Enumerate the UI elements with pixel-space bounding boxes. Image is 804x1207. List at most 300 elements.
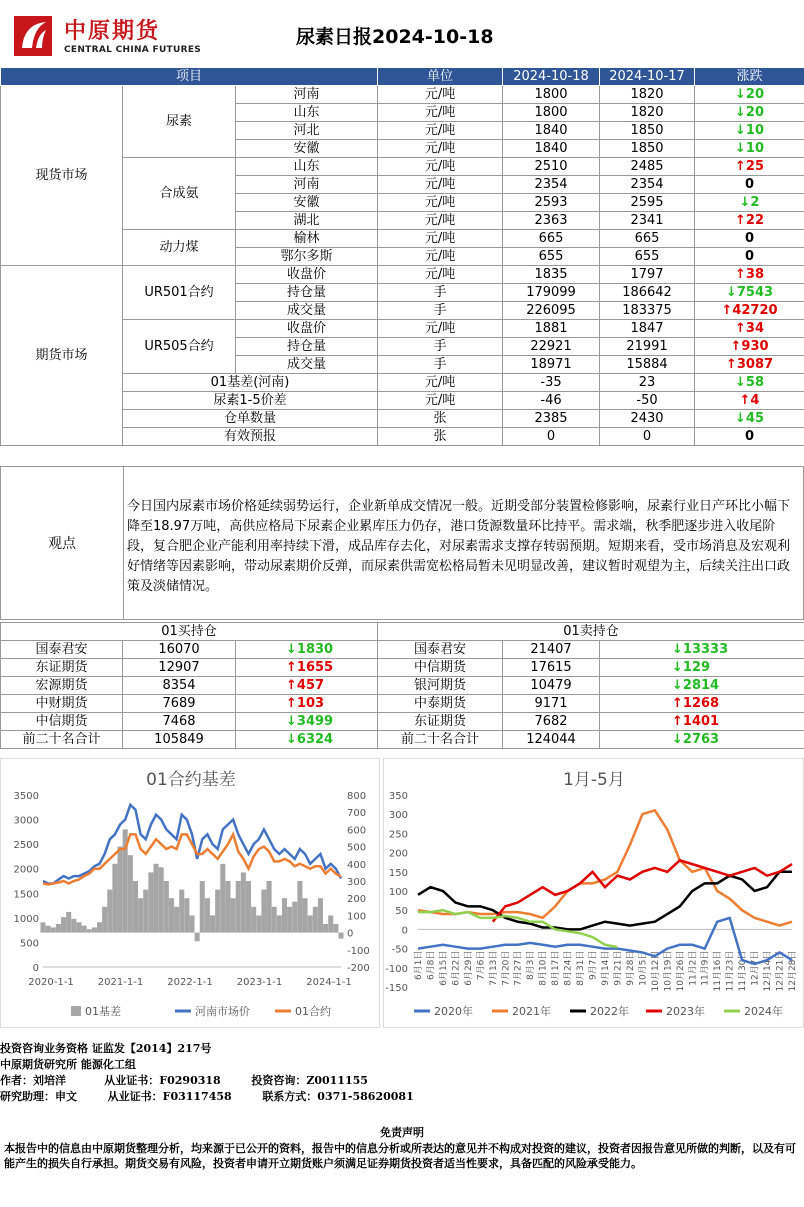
x-tick: 6月15日: [438, 950, 449, 986]
sell-member: 中泰期货: [378, 695, 503, 713]
sell-member: 东证期货: [378, 713, 503, 731]
unit-cell: 手: [378, 356, 503, 374]
series-line-4: [418, 910, 617, 947]
header-cell: 单位: [378, 68, 503, 86]
y-tick: -150: [385, 983, 408, 994]
change-cell: ↓20: [695, 104, 804, 122]
y-tick-left: 500: [19, 938, 39, 950]
sell-value: 7682: [503, 713, 600, 731]
report-title: 尿素日报2024-10-18: [296, 26, 494, 48]
value-today: 226095: [503, 302, 600, 320]
change-cell: ↓58: [695, 374, 804, 392]
basis-bar: [267, 881, 272, 933]
row-name: 成交量: [236, 302, 378, 320]
x-tick: 2022-1-1: [167, 977, 213, 988]
x-tick: 6月8日: [426, 950, 437, 981]
x-tick: 12月7日: [750, 950, 761, 986]
sell-title: 01卖持仓: [378, 623, 804, 641]
buy-title: 01买持仓: [1, 623, 378, 641]
y-tick-right: -100: [347, 945, 370, 957]
change-cell: 0: [695, 428, 804, 446]
y-tick: 100: [388, 887, 408, 898]
x-tick: 12月21日: [775, 950, 786, 992]
change-cell: 0: [695, 230, 804, 248]
series-line-1: [418, 810, 792, 925]
value-prev: 655: [600, 248, 695, 266]
footer-dept: 中原期货研究所 能源化工组: [0, 1058, 136, 1071]
x-tick: 2024-1-1: [306, 977, 352, 988]
y-tick: 50: [395, 906, 408, 918]
value-today: 2510: [503, 158, 600, 176]
row-name: 鄂尔多斯: [236, 248, 378, 266]
y-tick-left: 3500: [13, 791, 39, 802]
change-cell: ↑930: [695, 338, 804, 356]
x-tick: 2023-1-1: [236, 977, 283, 988]
sell-change: ↓129: [600, 659, 804, 677]
basis-bar: [323, 924, 328, 933]
sell-change: ↓2814: [600, 677, 804, 695]
basis-bar: [46, 926, 51, 933]
basis-bar: [205, 898, 210, 932]
value-today: 1835: [503, 266, 600, 284]
footer-assistant: 研究助理：申文 从业证书：F03117458 联系方式：0371-58620081: [0, 1090, 414, 1103]
buy-value: 7468: [123, 713, 236, 731]
y-tick-left: 1500: [13, 889, 39, 901]
basis-bar: [133, 881, 138, 933]
sell-member: 银河期货: [378, 677, 503, 695]
row-name: 持仓量: [236, 284, 378, 302]
y-tick-left: 2500: [13, 840, 39, 852]
row-name: 成交量: [236, 356, 378, 374]
legend-label: 2023年: [666, 1005, 705, 1018]
y-tick: 0: [401, 925, 408, 937]
basis-bar: [297, 881, 302, 933]
legend-label: 2020年: [434, 1005, 473, 1018]
y-tick: -100: [385, 963, 408, 975]
value-prev: 2485: [600, 158, 695, 176]
y-tick-right: 400: [347, 859, 367, 871]
value-prev: 2354: [600, 176, 695, 194]
sell-value: 10479: [503, 677, 600, 695]
disclaimer-title: 免责声明: [380, 1126, 424, 1139]
basis-bar: [231, 898, 236, 932]
disclaimer-text: 本报告中的信息由中原期货整理分析，均来源于已公开的资料，报告中的信息分析或所表达的意见并不构成对投资的建议，投资者因报告意见所做的判断，以及有可能产生的损失自行承担。期货交易有风险，投资者申请开立期货账户须满足证券期货投资者适当性要求，具备匹配的风险承受能力。: [4, 1142, 796, 1170]
basis-bar: [195, 933, 200, 942]
y-tick-right: 700: [347, 808, 367, 820]
change-cell: ↓7543: [695, 284, 804, 302]
x-tick: 9月28日: [625, 950, 636, 986]
positions-row: [1, 695, 804, 713]
unit-cell: 元/吨: [378, 230, 503, 248]
unit-cell: 张: [378, 428, 503, 446]
header-cell: 2024-10-17: [600, 68, 695, 86]
table-header-row: [1, 68, 804, 86]
value-prev: 2595: [600, 194, 695, 212]
basis-bar: [328, 915, 333, 932]
legend-swatch: [71, 1006, 81, 1016]
basis-bar: [318, 898, 323, 932]
positions-row: [1, 731, 804, 749]
unit-cell: 张: [378, 410, 503, 428]
basis-bar: [215, 890, 220, 933]
x-tick: 12月14日: [763, 950, 774, 992]
value-prev: 1820: [600, 104, 695, 122]
value-prev: 183375: [600, 302, 695, 320]
basis-bar: [220, 864, 225, 933]
basis-bar: [51, 927, 56, 932]
y-tick-right: 300: [347, 877, 367, 888]
buy-change: ↓3499: [236, 713, 378, 731]
basis-chart-svg: [1, 759, 379, 1027]
value-today: 22921: [503, 338, 600, 356]
buy-member: 国泰君安: [1, 641, 123, 659]
basis-chart: [0, 758, 380, 1028]
x-tick: 11月2日: [688, 950, 699, 986]
row-name: 收盘价: [236, 266, 378, 284]
unit-cell: 手: [378, 338, 503, 356]
group-label: 合成氨: [123, 158, 236, 230]
value-prev: 1820: [600, 86, 695, 104]
row-name: 河南: [236, 86, 378, 104]
unit-cell: 手: [378, 284, 503, 302]
price-table: [0, 67, 804, 446]
x-tick: 9月7日: [588, 950, 599, 981]
value-today: 1840: [503, 140, 600, 158]
y-tick-right: 600: [347, 825, 367, 837]
row-name: 山东: [236, 158, 378, 176]
value-today: 1881: [503, 320, 600, 338]
value-today: 665: [503, 230, 600, 248]
x-tick: 2020-1-1: [28, 977, 74, 988]
buy-member: 前二十名合计: [1, 731, 123, 749]
value-prev: 665: [600, 230, 695, 248]
buy-member: 中财期货: [1, 695, 123, 713]
row-name: 湖北: [236, 212, 378, 230]
row-name: 有效预报: [123, 428, 378, 446]
basis-bar: [246, 881, 251, 933]
change-cell: ↓45: [695, 410, 804, 428]
buy-change: ↑103: [236, 695, 378, 713]
value-prev: 1850: [600, 140, 695, 158]
buy-change: ↑457: [236, 677, 378, 695]
y-tick: 300: [388, 810, 408, 822]
x-tick: 6月22日: [451, 950, 462, 986]
value-today: -35: [503, 374, 600, 392]
group-label: UR505合约: [123, 320, 236, 374]
value-prev: 186642: [600, 284, 695, 302]
chart-title: 01合约基差: [146, 770, 236, 790]
positions-row: [1, 659, 804, 677]
x-tick: 8月3日: [526, 950, 537, 981]
positions-table: [0, 622, 804, 749]
basis-bar: [174, 907, 179, 933]
basis-bar: [66, 912, 71, 933]
basis-bar: [56, 924, 61, 933]
table-row: [1, 86, 804, 104]
legend-label: 2024年: [744, 1005, 783, 1018]
row-name: 仓单数量: [123, 410, 378, 428]
change-cell: ↑38: [695, 266, 804, 284]
value-today: 1840: [503, 122, 600, 140]
change-cell: ↓2: [695, 194, 804, 212]
change-cell: ↑42720: [695, 302, 804, 320]
unit-cell: 元/吨: [378, 212, 503, 230]
header-cell: 项目: [1, 68, 378, 86]
x-tick: 8月31日: [576, 950, 587, 986]
x-tick: 11月9日: [700, 950, 711, 986]
row-name: 01基差(河南): [123, 374, 378, 392]
series-line-2: [43, 834, 341, 884]
basis-bar: [282, 898, 287, 932]
change-cell: ↑3087: [695, 356, 804, 374]
change-cell: ↑25: [695, 158, 804, 176]
row-name: 河南: [236, 176, 378, 194]
basis-bar: [102, 907, 107, 933]
basis-bar: [128, 855, 133, 932]
row-name: 榆林: [236, 230, 378, 248]
basis-bar: [200, 881, 205, 933]
sell-value: 124044: [503, 731, 600, 749]
value-today: 2363: [503, 212, 600, 230]
unit-cell: 元/吨: [378, 86, 503, 104]
x-tick: 7月13日: [488, 950, 499, 986]
basis-bar: [143, 890, 148, 933]
value-today: 1800: [503, 86, 600, 104]
basis-bar: [292, 902, 297, 933]
legend-label: 河南市场价: [195, 1005, 250, 1018]
footer-qualification: 投资咨询业务资格 证监发【2014】217号: [0, 1042, 212, 1055]
value-prev: 2430: [600, 410, 695, 428]
basis-bar: [138, 898, 143, 932]
change-cell: ↓20: [695, 86, 804, 104]
group-label: UR501合约: [123, 266, 236, 320]
basis-bar: [92, 927, 97, 932]
footer-author: 作者：刘培洋 从业证书：F0290318 投资咨询：Z0011155: [0, 1074, 368, 1087]
x-tick: 10月26日: [675, 950, 686, 992]
y-tick-right: -200: [347, 963, 370, 974]
basis-bar: [333, 924, 338, 933]
row-name: 河北: [236, 122, 378, 140]
value-today: 655: [503, 248, 600, 266]
value-today: 0: [503, 428, 600, 446]
view-section: [0, 466, 804, 620]
sell-member: 国泰君安: [378, 641, 503, 659]
x-tick: 9月14日: [601, 950, 611, 986]
value-prev: 1797: [600, 266, 695, 284]
y-tick-right: 0: [347, 928, 354, 940]
header-cell: 涨跌: [695, 68, 804, 86]
basis-bar: [82, 926, 87, 933]
buy-value: 7689: [123, 695, 236, 713]
sell-change: ↓2763: [600, 731, 804, 749]
x-tick: 10月19日: [663, 950, 674, 992]
row-name: 收盘价: [236, 320, 378, 338]
unit-cell: 元/吨: [378, 320, 503, 338]
y-tick-right: 200: [347, 894, 367, 906]
value-prev: -50: [600, 392, 695, 410]
row-name: 安徽: [236, 194, 378, 212]
basis-bar: [189, 915, 194, 932]
legend-label: 2022年: [590, 1005, 629, 1018]
spread-chart: [383, 758, 804, 1028]
unit-cell: 元/吨: [378, 140, 503, 158]
value-prev: 2341: [600, 212, 695, 230]
x-tick: 7月27日: [513, 950, 524, 986]
row-name: 山东: [236, 104, 378, 122]
value-prev: 0: [600, 428, 695, 446]
basis-bar: [241, 872, 246, 932]
basis-bar: [61, 917, 66, 932]
basis-bar: [287, 907, 292, 933]
positions-row: [1, 641, 804, 659]
buy-member: 东证期货: [1, 659, 123, 677]
x-tick: 11月23日: [725, 950, 736, 992]
y-tick: 350: [388, 791, 408, 802]
unit-cell: 手: [378, 302, 503, 320]
unit-cell: 元/吨: [378, 194, 503, 212]
x-tick: 8月24日: [563, 950, 574, 986]
group-label: 动力煤: [123, 230, 236, 266]
buy-change: ↑1655: [236, 659, 378, 677]
x-tick: 6月1日: [414, 950, 424, 981]
change-cell: ↑34: [695, 320, 804, 338]
y-tick-left: 1000: [13, 913, 39, 925]
buy-change: ↓1830: [236, 641, 378, 659]
basis-bar: [236, 881, 241, 933]
basis-bar: [87, 929, 92, 932]
section-label: 现货市场: [1, 86, 123, 266]
row-name: 安徽: [236, 140, 378, 158]
unit-cell: 元/吨: [378, 176, 503, 194]
sell-member: 中信期货: [378, 659, 503, 677]
unit-cell: 元/吨: [378, 374, 503, 392]
sell-value: 9171: [503, 695, 600, 713]
basis-bar: [159, 867, 164, 932]
view-text: 今日国内尿素市场价格延续弱势运行，企业新单成交情况一般。近期受部分装置检修影响，尿素行业日产环比小幅下降至18.97万吨，高供应格局下尿素企业累库压力仍存，港口货源数量环比持平。需求端，秋季肥逐步进入收尾阶段，复合肥企业产能利用率持续下滑，成品库存去化，对尿素需求支撑存转弱预期。短期来看，受市场消息及宏观利好情绪等因素影响，带动尿素期价反弹，而尿素供需宽松格局暂未见明显改善，建议暂时观望为主，后续关注出口政策及淡储情况。: [127, 499, 791, 594]
value-today: 1800: [503, 104, 600, 122]
y-tick-right: 500: [347, 842, 367, 854]
company-logo-icon: [14, 16, 52, 56]
buy-member: 宏源期货: [1, 677, 123, 695]
basis-bar: [277, 915, 282, 932]
report-header: [0, 0, 804, 67]
value-prev: 23: [600, 374, 695, 392]
value-prev: 21991: [600, 338, 695, 356]
value-today: 18971: [503, 356, 600, 374]
unit-cell: 元/吨: [378, 266, 503, 284]
basis-bar: [261, 890, 266, 933]
sell-value: 17615: [503, 659, 600, 677]
x-tick: 7月6日: [476, 950, 487, 981]
y-tick-left: 3000: [13, 815, 39, 827]
logo-text: 中原期货: [64, 19, 161, 44]
basis-bar: [118, 847, 123, 933]
buy-member: 中信期货: [1, 713, 123, 731]
buy-value: 105849: [123, 731, 236, 749]
change-cell: ↓10: [695, 122, 804, 140]
logo-english: CENTRAL CHINA FUTURES: [64, 45, 202, 55]
sell-change: ↑1268: [600, 695, 804, 713]
legend-label: 01基差: [85, 1005, 121, 1018]
y-tick: 150: [388, 867, 408, 879]
group-label: 尿素: [123, 86, 236, 158]
buy-value: 8354: [123, 677, 236, 695]
x-tick: 6月29日: [463, 950, 474, 986]
value-today: -46: [503, 392, 600, 410]
basis-bar: [154, 864, 159, 933]
x-tick: 8月10日: [538, 950, 549, 986]
y-tick-left: 0: [32, 963, 39, 974]
change-cell: ↑22: [695, 212, 804, 230]
value-today: 179099: [503, 284, 600, 302]
basis-bar: [164, 881, 169, 933]
value-prev: 15884: [600, 356, 695, 374]
positions-row: [1, 677, 804, 695]
x-tick: 10月12日: [650, 950, 661, 992]
basis-bar: [256, 915, 261, 932]
basis-bar: [308, 915, 313, 932]
row-name: 尿素1-5价差: [123, 392, 378, 410]
x-tick: 8月17日: [551, 950, 562, 986]
x-tick: 10月5日: [638, 950, 649, 986]
legend-label: 2021年: [512, 1005, 551, 1018]
basis-bar: [251, 907, 256, 933]
sell-change: ↓13333: [600, 641, 804, 659]
basis-bar: [148, 872, 153, 932]
x-tick: 7月20日: [501, 950, 512, 986]
unit-cell: 元/吨: [378, 104, 503, 122]
basis-bar: [40, 922, 45, 932]
spread-chart-svg: [384, 759, 803, 1027]
buy-change: ↓6324: [236, 731, 378, 749]
sell-member: 前二十名合计: [378, 731, 503, 749]
basis-bar: [179, 890, 184, 933]
basis-bar: [112, 864, 117, 933]
unit-cell: 元/吨: [378, 248, 503, 266]
y-tick: 250: [388, 829, 408, 841]
basis-bar: [225, 881, 230, 933]
buy-value: 16070: [123, 641, 236, 659]
basis-bar: [338, 933, 343, 939]
value-prev: 1847: [600, 320, 695, 338]
x-tick: 11月16日: [713, 950, 724, 992]
basis-bar: [107, 890, 112, 933]
table-row: [1, 266, 804, 284]
section-label: 期货市场: [1, 266, 123, 446]
x-tick: 2021-1-1: [97, 977, 144, 988]
y-tick: -50: [391, 944, 408, 956]
unit-cell: 元/吨: [378, 122, 503, 140]
unit-cell: 元/吨: [378, 158, 503, 176]
change-cell: 0: [695, 176, 804, 194]
basis-bar: [303, 898, 308, 932]
basis-bar: [97, 922, 102, 932]
basis-bar: [272, 907, 277, 933]
positions-row: [1, 713, 804, 731]
y-tick-right: 800: [347, 791, 367, 802]
change-cell: 0: [695, 248, 804, 266]
basis-bar: [71, 919, 76, 933]
basis-bar: [313, 907, 318, 933]
y-tick-left: 2000: [13, 864, 39, 876]
change-cell: ↑4: [695, 392, 804, 410]
unit-cell: 元/吨: [378, 392, 503, 410]
basis-bar: [210, 915, 215, 932]
sell-change: ↑1401: [600, 713, 804, 731]
positions-header-row: [1, 623, 804, 641]
value-today: 2385: [503, 410, 600, 428]
basis-bar: [76, 922, 81, 932]
